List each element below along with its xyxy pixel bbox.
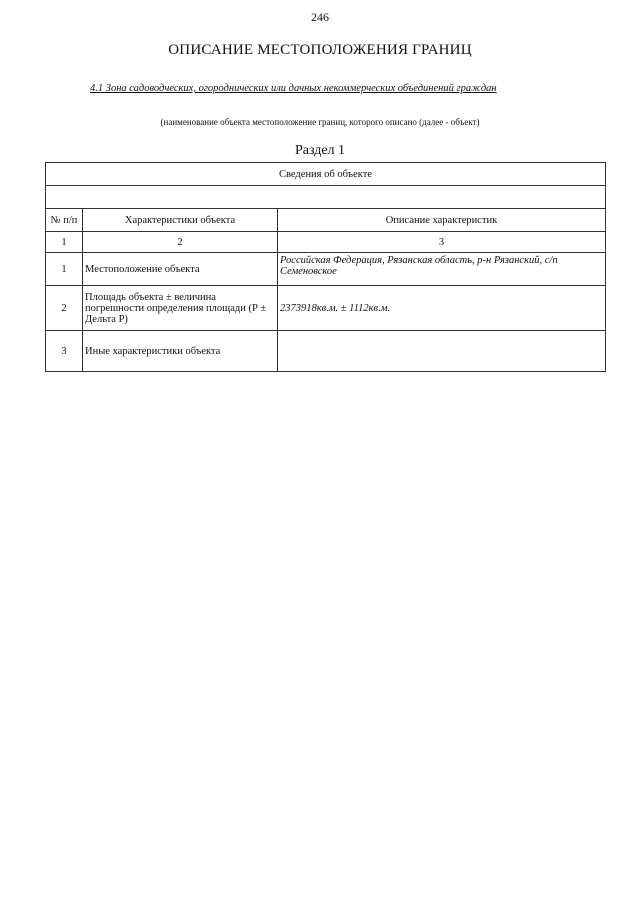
table-header-row [46, 163, 606, 186]
table-row [46, 286, 606, 331]
object-properties-table [45, 162, 606, 372]
row-number: 3 [46, 331, 83, 372]
row-description: Российская Федерация, Рязанская область, р-н Рязанский, с/п Семеновское [278, 253, 606, 286]
table-empty-row [46, 186, 606, 209]
object-caption: (наименование объекта местоположение границ, которого описано (далее - объект) [160, 117, 480, 127]
row-description: 2373918кв.м. ± 1112кв.м. [278, 286, 606, 331]
column-header-row [46, 209, 606, 232]
column-header-description: Описание характеристик [278, 209, 606, 232]
column-header-number: № п/п [46, 209, 83, 232]
row-characteristic: Площадь объекта ± величина погрешности определения площади (Р ± Дельта Р) [83, 286, 278, 331]
table-row [46, 253, 606, 286]
row-characteristic: Местоположение объекта [83, 253, 278, 286]
column-number-row [46, 232, 606, 253]
row-number: 2 [46, 286, 83, 331]
column-number-3: 3 [278, 232, 606, 253]
row-description [278, 331, 606, 372]
row-number: 1 [46, 253, 83, 286]
column-number-1: 1 [46, 232, 83, 253]
column-header-characteristic: Характеристики объекта [83, 209, 278, 232]
column-number-2: 2 [83, 232, 278, 253]
document-title: ОПИСАНИЕ МЕСТОПОЛОЖЕНИЯ ГРАНИЦ [168, 42, 472, 58]
table-empty-cell [46, 186, 606, 209]
table-header: Сведения об объекте [46, 163, 606, 186]
section-title: Раздел 1 [294, 143, 346, 158]
page-number: 246 [311, 10, 329, 24]
object-name: 4.1 Зона садоводческих, огороднических или дачных некоммерческих объединений граждан [90, 83, 497, 94]
table-row [46, 331, 606, 372]
row-characteristic: Иные характеристики объекта [83, 331, 278, 372]
